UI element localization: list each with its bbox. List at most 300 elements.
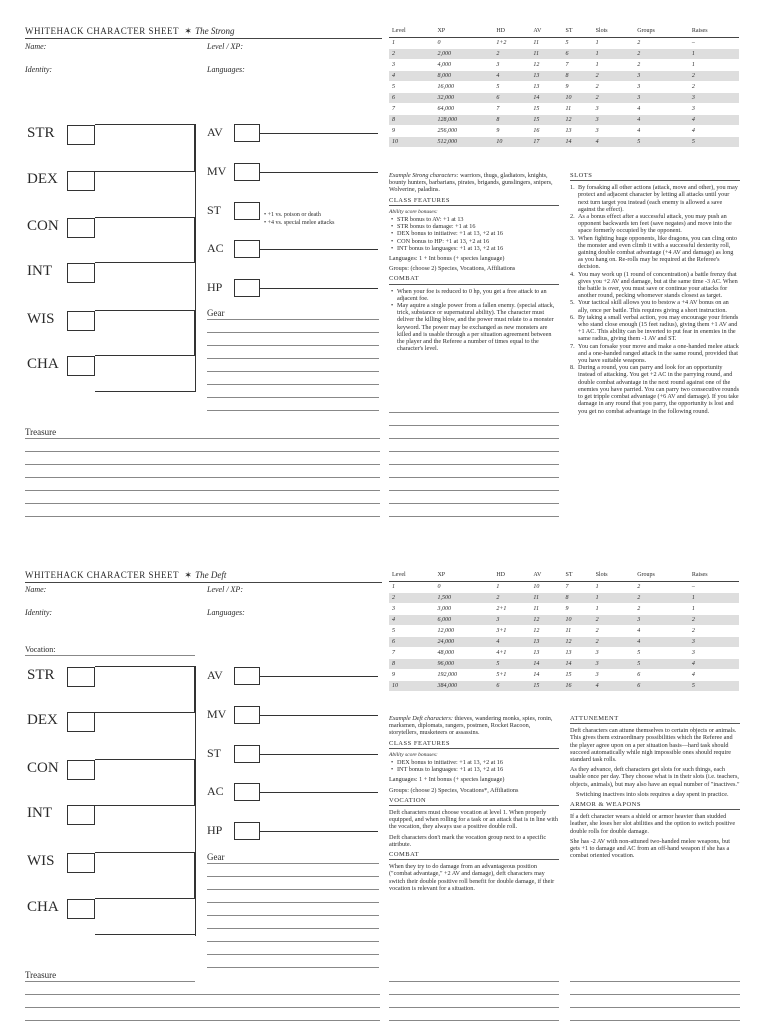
table-cell: 11	[530, 49, 562, 60]
table-cell: 8	[389, 115, 434, 126]
table-row	[389, 626, 739, 637]
table-cell: 2	[593, 626, 635, 637]
table-cell: 3	[593, 126, 635, 137]
col-header: ST	[563, 570, 593, 582]
col-header: HD	[493, 570, 530, 582]
dex-score-box[interactable]	[67, 712, 95, 732]
item-number: 1.	[570, 184, 575, 192]
table-row	[389, 71, 739, 82]
ac-box[interactable]	[234, 783, 260, 801]
treasure-line[interactable]	[25, 1020, 380, 1021]
table-cell: 4	[389, 615, 434, 626]
treasure-line[interactable]	[25, 516, 380, 517]
identity-label: Identity:	[25, 608, 53, 617]
gear-line[interactable]	[207, 332, 379, 333]
table-cell: 3	[634, 82, 689, 93]
table-cell: 4	[634, 126, 689, 137]
vocation-line[interactable]	[25, 655, 195, 656]
notes-line[interactable]	[389, 464, 559, 465]
col-header: Level	[389, 570, 434, 582]
av-box[interactable]	[234, 124, 260, 142]
ability-dex: DEX	[27, 712, 58, 728]
col-header: AV	[530, 570, 562, 582]
notes-line[interactable]	[570, 1020, 740, 1021]
av-line	[260, 676, 378, 677]
notes-line[interactable]	[389, 451, 559, 452]
table-cell: 128,000	[434, 115, 493, 126]
notes-line[interactable]	[389, 503, 559, 504]
table-cell: 9	[563, 604, 593, 615]
ac-box[interactable]	[234, 240, 260, 258]
wis-bracket	[95, 310, 195, 356]
table-cell: 13	[530, 637, 562, 648]
col-header: Slots	[593, 26, 635, 38]
item-text: By taking a small verbal action, you may encourage your friends who stand close enough (15 feet radius), giving them +1 AV and +1 AC. This ability can be inverted to put fear in enemies in the same radius, giving them -1 AV and ST.	[578, 313, 739, 343]
treasure-line[interactable]	[25, 438, 380, 439]
table-row	[389, 593, 739, 604]
cha-score-box[interactable]	[67, 356, 95, 376]
list-item: • DEX bonus to initiative: +1 at 13, +2 at 16	[389, 230, 559, 237]
table-cell: 13	[530, 71, 562, 82]
item-text: As a bonus effect after a successful attack, you may push an opponent backwards ten feet (save negates) and move into the space formerly occupied by the opponent.	[578, 213, 732, 235]
wis-score-box[interactable]	[67, 311, 95, 331]
table-cell: 2	[493, 49, 530, 60]
stat-hp: HP	[207, 280, 223, 294]
gear-line[interactable]	[207, 967, 379, 968]
str-bracket	[95, 666, 195, 713]
slots-column	[570, 172, 740, 415]
ability-con: CON	[27, 760, 59, 776]
table-cell: 11	[530, 38, 562, 49]
table-cell: 1,500	[434, 593, 493, 604]
ability-spine	[195, 124, 196, 392]
table-cell: 5	[634, 659, 689, 670]
table-cell: 3+1	[493, 626, 530, 637]
table-cell: 5	[634, 137, 689, 148]
ability-wis: WIS	[27, 853, 55, 869]
name-label: Name:	[25, 42, 47, 51]
table-cell: 3	[634, 615, 689, 626]
treasure-line[interactable]	[25, 451, 380, 452]
con-score-box[interactable]	[67, 218, 95, 238]
table-cell: 1	[689, 604, 739, 615]
col-header: AV	[530, 26, 562, 38]
table-cell: 5	[389, 82, 434, 93]
level-table	[389, 26, 739, 148]
wis-score-box[interactable]	[67, 853, 95, 873]
st-note-2: • +4 vs. special melee attacks	[264, 220, 335, 226]
stat-av: AV	[207, 125, 223, 139]
notes-line[interactable]	[389, 1007, 559, 1008]
ability-int: INT	[27, 805, 52, 821]
ability-int: INT	[27, 263, 52, 279]
attunement-text: Deft characters can attune themselves to certain objects or animals. This gives them extraordinary possibilities which the Referee and the player agree upon on a per situation basis—hard task should succeed automatically while nigh impossible ones should require standard task rolls.	[570, 727, 737, 764]
table-cell: 9	[389, 126, 434, 137]
table-header-row	[389, 570, 739, 582]
table-cell: 3	[593, 648, 635, 659]
attunement-column	[570, 715, 740, 862]
list-item	[570, 235, 740, 271]
table-cell: 2	[689, 626, 739, 637]
table-cell: 12	[563, 115, 593, 126]
table-cell: 6	[389, 93, 434, 104]
gear-line[interactable]	[207, 889, 379, 890]
stat-ac: AC	[207, 784, 224, 798]
table-cell: 9	[389, 670, 434, 681]
table-cell: 1	[593, 593, 635, 604]
table-cell: 10	[530, 582, 562, 593]
table-cell: 1	[593, 38, 635, 49]
sheet-title: WHITEHACK CHARACTER SHEET	[25, 26, 179, 36]
table-cell: 32,000	[434, 93, 493, 104]
table-cell: 8	[563, 71, 593, 82]
list-item: • STR bonus to damage: +1 at 16	[389, 223, 559, 230]
mv-line	[260, 715, 378, 716]
table-cell: 1	[689, 49, 739, 60]
vocation-heading: VOCATION	[389, 797, 559, 806]
gear-label: Gear	[207, 852, 225, 862]
table-cell: 5+1	[493, 670, 530, 681]
table-cell: –	[689, 38, 739, 49]
list-item	[570, 343, 740, 365]
table-cell: 4	[689, 659, 739, 670]
bonus-list	[389, 216, 559, 252]
table-cell: 3,000	[434, 604, 493, 615]
con-bracket	[95, 217, 195, 263]
ability-dex: DEX	[27, 171, 58, 187]
list-item	[570, 184, 740, 213]
table-cell: 6	[389, 637, 434, 648]
hp-box[interactable]	[234, 822, 260, 840]
table-cell: 9	[563, 82, 593, 93]
armor-weapons-heading: ARMOR & WEAPONS	[570, 801, 740, 810]
example-prefix: Example Strong characters:	[389, 172, 459, 179]
table-cell: 1	[493, 582, 530, 593]
table-row	[389, 648, 739, 659]
table-cell: –	[689, 582, 739, 593]
table-cell: 5	[634, 648, 689, 659]
st-note-1: • +1 vs. poison or death	[264, 212, 321, 218]
stat-mv: MV	[207, 707, 227, 721]
table-cell: 3	[493, 615, 530, 626]
table-cell: 8	[563, 593, 593, 604]
table-cell: 11	[530, 604, 562, 615]
table-cell: 12,000	[434, 626, 493, 637]
table-cell: 16,000	[434, 82, 493, 93]
table-cell: 2	[593, 93, 635, 104]
ability-bottom-line	[95, 391, 195, 392]
groups-rule: Groups: (choose 2) Species, Vocations, Affiliations	[389, 265, 516, 273]
sheet-header	[25, 26, 382, 39]
gear-line[interactable]	[207, 863, 379, 864]
item-text: You may work up (1 round of concentration) a battle frenzy that gives you +2 AV and damage, but at the same time -3 AC. When the battle is over, you must save or continue your attacks for another round, pecking whomever stands closest as target.	[578, 270, 738, 300]
ability-cha: CHA	[27, 356, 59, 372]
table-cell: 4	[593, 681, 635, 692]
name-label: Name:	[25, 585, 47, 594]
av-box[interactable]	[234, 667, 260, 685]
combat-list	[389, 288, 559, 353]
table-cell: 192,000	[434, 670, 493, 681]
table-cell: 4	[389, 71, 434, 82]
languages-rule: Languages: 1 + Int bonus (+ species language)	[389, 776, 505, 784]
list-item: • When your foe is reduced to 0 hp, you get a free attack to an adjacent foe.	[389, 288, 559, 302]
treasure-line[interactable]	[25, 994, 380, 995]
gear-line[interactable]	[207, 371, 379, 372]
table-row	[389, 637, 739, 648]
mv-line	[260, 172, 378, 173]
table-cell: 5	[389, 626, 434, 637]
ability-wis: WIS	[27, 311, 55, 327]
gear-line[interactable]	[207, 397, 379, 398]
gear-label: Gear	[207, 308, 225, 318]
notes-line[interactable]	[389, 438, 559, 439]
table-cell: 2	[593, 615, 635, 626]
character-sheet-deft	[0, 566, 768, 1024]
treasure-line[interactable]	[25, 503, 380, 504]
vocation-label: Vocation:	[25, 645, 56, 654]
cha-score-box[interactable]	[67, 899, 95, 919]
table-cell: 7	[563, 582, 593, 593]
example-text: warriors, thugs, gladiators, knights, bounty hunters, barbarians, pirates, brigands, gunslingers, snipers, Wolverine, paladins.	[389, 172, 553, 194]
table-cell: 3	[593, 115, 635, 126]
st-box[interactable]	[234, 202, 260, 220]
notes-line[interactable]	[389, 994, 559, 995]
table-cell: 2	[634, 604, 689, 615]
list-item	[570, 271, 740, 300]
table-row	[389, 670, 739, 681]
table-cell: 13	[563, 648, 593, 659]
list-item: • DEX bonus to initiative: +1 at 13, +2 at 16	[389, 759, 559, 766]
str-score-box[interactable]	[67, 667, 95, 687]
table-cell: 2	[689, 82, 739, 93]
example-characters	[389, 715, 559, 737]
int-score-box[interactable]	[67, 263, 95, 283]
con-score-box[interactable]	[67, 760, 95, 780]
notes-line[interactable]	[389, 1020, 559, 1021]
table-cell: 2	[593, 71, 635, 82]
table-cell: 3	[389, 604, 434, 615]
table-cell: 13	[530, 82, 562, 93]
identity-label: Identity:	[25, 65, 53, 74]
table-cell: 4	[593, 137, 635, 148]
hp-line	[260, 831, 378, 832]
table-cell: 7	[389, 648, 434, 659]
col-header: Raises	[689, 26, 739, 38]
ability-con: CON	[27, 218, 59, 234]
table-cell: 2	[593, 82, 635, 93]
wis-bracket	[95, 852, 195, 899]
gear-line[interactable]	[207, 410, 379, 411]
notes-line[interactable]	[389, 981, 559, 982]
table-cell: 7	[493, 104, 530, 115]
table-cell: 7	[563, 60, 593, 71]
notes-line[interactable]	[389, 490, 559, 491]
gear-line[interactable]	[207, 902, 379, 903]
table-row	[389, 582, 739, 593]
table-cell: 512,000	[434, 137, 493, 148]
notes-line[interactable]	[389, 425, 559, 426]
table-cell: 3	[634, 71, 689, 82]
gear-line[interactable]	[207, 954, 379, 955]
mv-box[interactable]	[234, 163, 260, 181]
table-cell: 0	[434, 582, 493, 593]
table-cell: 13	[563, 126, 593, 137]
item-number: 2.	[570, 213, 575, 221]
str-score-box[interactable]	[67, 125, 95, 145]
gear-line[interactable]	[207, 345, 379, 346]
dex-score-box[interactable]	[67, 171, 95, 191]
vocation-text: Deft characters must choose vocation at level 1. When properly equipped, and when rolling for a task or an attack that is in line with the vocation, they always use a positive double roll.	[389, 809, 558, 831]
treasure-line[interactable]	[25, 477, 380, 478]
table-cell: 15	[530, 104, 562, 115]
gear-line[interactable]	[207, 915, 379, 916]
treasure-line[interactable]	[25, 490, 380, 491]
attunement-text: Switching inactives into slots requires a day spent in practice.	[576, 790, 729, 798]
ability-str: STR	[27, 667, 55, 683]
table-cell: 4,000	[434, 60, 493, 71]
ac-line	[260, 792, 378, 793]
table-cell: 3	[593, 670, 635, 681]
table-cell: 4	[493, 71, 530, 82]
gear-line[interactable]	[207, 319, 379, 320]
table-cell: 1	[389, 582, 434, 593]
table-cell: 6,000	[434, 615, 493, 626]
list-item	[570, 299, 740, 313]
treasure-line[interactable]	[25, 1007, 380, 1008]
combat-heading: COMBAT	[389, 275, 559, 284]
col-header: Level	[389, 26, 434, 38]
table-cell: 10	[563, 615, 593, 626]
notes-line[interactable]	[389, 412, 559, 413]
table-cell: 24,000	[434, 637, 493, 648]
table-cell: 4+1	[493, 648, 530, 659]
gear-line[interactable]	[207, 876, 379, 877]
list-item	[570, 364, 740, 414]
stat-st: ST	[207, 203, 222, 217]
level-table	[389, 570, 739, 692]
notes-line[interactable]	[570, 981, 740, 982]
table-cell: 2	[689, 71, 739, 82]
ability-cha: CHA	[27, 899, 59, 915]
vocation-text: Deft characters don't mark the vocation group next to a specific attribute.	[389, 833, 547, 848]
table-cell: 3	[689, 648, 739, 659]
table-cell: 14	[530, 659, 562, 670]
table-cell: 4	[634, 115, 689, 126]
notes-line[interactable]	[570, 1007, 740, 1008]
notes-line[interactable]	[389, 477, 559, 478]
ac-line	[260, 249, 378, 250]
stat-mv: MV	[207, 164, 227, 178]
stat-hp: HP	[207, 823, 223, 837]
notes-line[interactable]	[570, 994, 740, 995]
table-cell: 1	[389, 38, 434, 49]
star-icon: ✶	[184, 570, 193, 580]
treasure-label: Treasure	[25, 427, 57, 437]
table-cell: 6	[634, 681, 689, 692]
table-cell: 5	[563, 38, 593, 49]
bonus-list	[389, 759, 559, 773]
combat-heading: COMBAT	[389, 851, 559, 860]
hp-box[interactable]	[234, 279, 260, 297]
table-cell: 5	[689, 137, 739, 148]
table-cell: 8,000	[434, 71, 493, 82]
stat-st: ST	[207, 746, 222, 760]
col-header: XP	[434, 570, 493, 582]
table-cell: 14	[563, 137, 593, 148]
table-cell: 3	[689, 637, 739, 648]
treasure-line[interactable]	[25, 464, 380, 465]
gear-line[interactable]	[207, 928, 379, 929]
col-header: HD	[493, 26, 530, 38]
list-item: • CON bonus to HP: +1 at 13, +2 at 16	[389, 238, 559, 245]
table-cell: 96,000	[434, 659, 493, 670]
table-row	[389, 60, 739, 71]
table-row	[389, 615, 739, 626]
gear-line[interactable]	[207, 384, 379, 385]
table-cell: 14	[563, 659, 593, 670]
table-cell: 2,000	[434, 49, 493, 60]
list-item: • INT bonus to languages: +1 at 13, +2 at 16	[389, 245, 559, 252]
character-sheet-strong	[0, 22, 768, 527]
int-score-box[interactable]	[67, 805, 95, 825]
class-name: The Strong	[195, 26, 235, 36]
groups-rule: Groups: (choose 2) Species, Vocations*, Affiliations	[389, 786, 519, 794]
mv-box[interactable]	[234, 706, 260, 724]
table-cell: 1	[593, 604, 635, 615]
class-name: The Deft	[195, 570, 227, 580]
gear-line[interactable]	[207, 358, 379, 359]
str-bracket	[95, 124, 195, 172]
table-cell: 4	[689, 115, 739, 126]
table-cell: 5	[493, 82, 530, 93]
st-box[interactable]	[234, 745, 260, 763]
table-row	[389, 659, 739, 670]
item-text: By forsaking all other actions (attack, move and other), you may protect and adjacent character by letting all attacks until your next turn target you instead (each enemy is allowed a save against the effect).	[578, 184, 738, 213]
table-cell: 11	[563, 626, 593, 637]
class-features-heading: CLASS FEATURES	[389, 197, 559, 206]
table-cell: 12	[530, 615, 562, 626]
languages-label: Languages:	[207, 608, 245, 617]
table-cell: 6	[493, 93, 530, 104]
gear-line[interactable]	[207, 941, 379, 942]
col-header: Groups	[634, 26, 689, 38]
notes-line[interactable]	[389, 516, 559, 517]
table-cell: 4	[634, 637, 689, 648]
col-header: Slots	[593, 570, 635, 582]
table-cell: 17	[530, 137, 562, 148]
table-cell: 4	[634, 626, 689, 637]
table-cell: 3	[593, 104, 635, 115]
table-cell: 3	[389, 60, 434, 71]
col-header: ST	[563, 26, 593, 38]
col-header: Groups	[634, 570, 689, 582]
treasure-line[interactable]	[25, 981, 195, 982]
table-cell: 8	[389, 659, 434, 670]
table-cell: 1	[689, 593, 739, 604]
item-text: During a round, you can parry and look for an opportunity instead of attacking. You get +2 AC in the parrying round, and double combat advantage in the next round against one of the enemies you have parried. You can parry two consecutive rounds to get tripple combat advantage (+6 AV and damage). If you take damage in any round that you parry, the opportunity is lost and you get no combat advantage in the following round.	[578, 364, 740, 415]
list-item	[570, 213, 740, 235]
table-cell: 15	[563, 670, 593, 681]
item-number: 3.	[570, 234, 575, 242]
table-row	[389, 604, 739, 615]
table-cell: 2	[389, 593, 434, 604]
table-cell: 16	[563, 681, 593, 692]
table-cell: 1	[593, 582, 635, 593]
list-item: • INT bonus to languages: +1 at 13, +2 at 16	[389, 766, 559, 773]
table-cell: 4	[689, 126, 739, 137]
table-cell: 2	[634, 49, 689, 60]
table-cell: 12	[530, 60, 562, 71]
